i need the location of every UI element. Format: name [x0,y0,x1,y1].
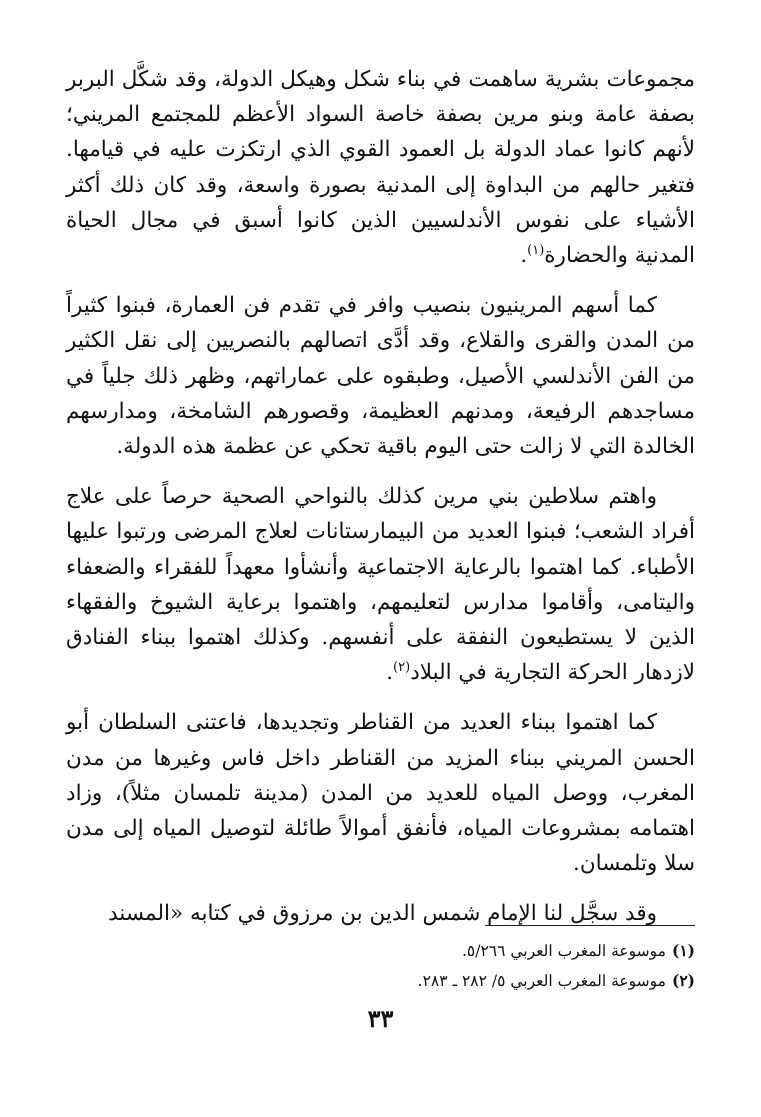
paragraph-1 [66,62,695,273]
paragraph-1-tail: . [520,243,528,269]
paragraph-4-text: كما اهتموا ببناء العديد من القناطر وتجديدها، فاعتنى السلطان أبو الحسن المريني ببناء المزيد من القناطر داخل فاس وغيرها من مدن المغرب، ووصل المياه للعديد من المدن (مدينة تلمسان مثلاً)، وزاد اهتمامه بمشروعات المياه، فأنفق أموالاً طائلة لتوصيل المياه إلى مدن سلا وتلمسان. [66,710,695,877]
paragraph-4 [66,705,695,881]
footnotes [66,936,695,996]
paragraph-5-text: وقد سجَّل لنا الإمام شمس الدين بن مرزوق في كتابه «المسند [108,901,657,927]
footnote-ref-2: (٢) [393,660,411,676]
footnote-2 [66,966,695,996]
paragraph-3-text: واهتم سلاطين بني مرين كذلك بالنواحي الصحية حرصاً على علاج أفراد الشعب؛ فبنوا العديد من البيمارستانات لعلاج المرضى ورتبوا عليها الأطباء. كما اهتموا بالرعاية الاجتماعية وأنشأوا معهداً للفقراء والضعفاء واليتامى، وأقاموا مدارس لتعليمهم، واهتموا برعاية الشيوخ والفقهاء الذين لا يستطيعون النفقة على أنفسهم. وكذلك اهتموا ببناء الفنادق لازدهار الحركة التجارية في البلاد [66,484,695,686]
footnote-ref-1: (١) [527,242,545,258]
page-number: ٣٣ [367,1004,394,1033]
main-text [66,62,695,947]
footnote-1-text: موسوعة المغرب العربي ٥/٢٦٦. [461,942,666,960]
paragraph-2-text: كما أسهم المرينيون بنصيب وافر في تقدم فن العمارة، فبنوا كثيراً من المدن والقرى والقلاع، وقد أدَّى اتصالهم بالنصريين إلى نقل الكثير من الفن الأندلسي الأصيل، وطبقوه على عماراتهم، وظهر ذلك جلياً في مساجدهم الرفيعة، ومدنهم العظيمة، وقصورهم الشامخة، ومدارسهم الخالدة التي لا زالت حتى اليوم باقية تحكي عن عظمة هذه الدولة. [66,293,695,460]
paragraph-3 [66,479,695,690]
footnote-2-number: (٢) [671,971,695,990]
paragraph-2 [66,288,695,464]
footnote-1 [66,936,695,966]
paragraph-3-tail: . [386,660,394,686]
footnote-divider [485,925,695,926]
paragraph-1-text: مجموعات بشرية ساهمت في بناء شكل وهيكل الدولة، وقد شكَّل البربر بصفة عامة وبنو مرين بصفة خاصة السواد الأعظم للمجتمع المريني؛ لأنهم كانوا عماد الدولة بل العمود القوي الذي ارتكزت عليه في قيامها. فتغير حالهم من البداوة إلى المدنية بصورة واسعة، وقد كان ذلك أكثر الأشياء على نفوس الأندلسيين الذين كانوا أسبق في مجال الحياة المدنية والحضارة [66,67,695,269]
footnote-2-text: موسوعة المغرب العربي ٥/ ٢٨٢ ـ ٢٨٣. [417,972,666,990]
footnote-1-number: (١) [671,941,695,960]
paragraph-5 [66,896,695,931]
